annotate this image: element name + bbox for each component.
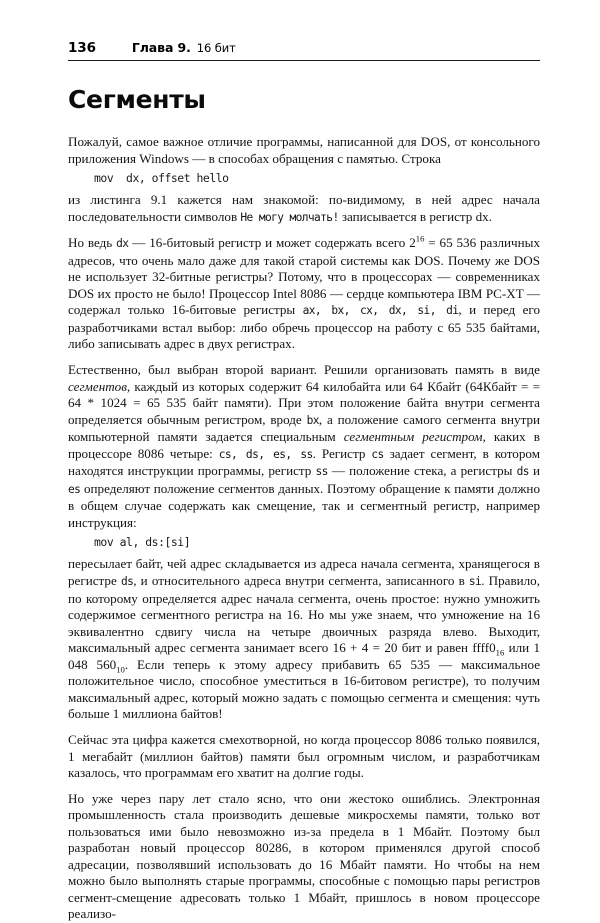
paragraph-address-calculation <box>68 556 540 722</box>
paragraph-80286 <box>68 791 540 923</box>
inline-code-register-bx: bx <box>306 413 319 427</box>
code-block-mov-dx: mov dx, offset hello <box>94 171 229 186</box>
running-head <box>68 0 540 56</box>
inline-code-register-list: ax, bx, cx, dx, si, di <box>302 304 459 318</box>
paragraph-text-part: — положение стека, а регистры <box>327 463 517 479</box>
paragraph-text-part: — 16-битовый регистр и может содержать всего 2 <box>128 235 416 251</box>
paragraph-text-part: Но ведь <box>68 235 117 251</box>
emphasis-segmentov: сегментов <box>68 378 127 394</box>
paragraph-text-part: или 1 048 560 <box>68 640 540 672</box>
chapter-title: 16 бит <box>196 41 236 55</box>
inline-code-register-ss: ss <box>315 465 328 479</box>
page-number: 136 <box>68 40 96 56</box>
emphasis-segment-register: сегментным регистром <box>343 429 483 445</box>
inline-code-register-cs: cs <box>371 447 384 461</box>
hex-base-subscript: 16 <box>495 647 505 658</box>
inline-code-register-es: es <box>68 482 81 496</box>
paragraph-text-part: , каких в процессоре 8086 четыре: <box>68 429 540 461</box>
paragraph-intro <box>68 134 540 167</box>
paragraph-megabyte-history <box>68 732 540 782</box>
paragraph-listing-reference <box>68 192 540 226</box>
decimal-base-subscript: 10 <box>116 664 125 675</box>
paragraph-text: Сейчас эта цифра кажется смехотворной, но когда процессор 8086 только появился, 1 мегабайт (миллион байтов) памяти был огромным числом, и разработчикам казалось, что программам его хватит на долгие годы. <box>68 731 540 781</box>
inline-code-register-ds: ds <box>516 465 529 479</box>
inline-code-register-dx: dx <box>116 237 129 251</box>
inline-code-string: Не могу молчать! <box>240 210 339 224</box>
paragraph-text-part: Естественно, был выбран второй вариант. Решили организовать память в виде <box>68 362 540 378</box>
page-content-column <box>68 0 540 923</box>
paragraph-text-part: записывается в регистр dx. <box>338 208 492 224</box>
paragraph-text-part: , и относительного адреса внутри сегмента, записанного в <box>133 573 469 589</box>
paragraph-segments-explanation <box>68 362 540 531</box>
running-head-rule <box>68 60 540 61</box>
paragraph-text-part: пересылает байт, чей адрес складывается из адреса начала сегмента, хранящегося в регистре <box>68 556 540 589</box>
paragraph-text-part: , и перед его разработчиками встал выбор: либо обречь процессор на работу с 65 535 байтами, либо записывать адрес в двух регистрах. <box>68 302 541 352</box>
inline-code-register-ds: ds <box>120 575 134 589</box>
paragraph-text-part: . Регистр <box>312 445 372 461</box>
page-title: Сегменты <box>68 85 206 114</box>
chapter-label: Глава 9. <box>131 40 191 55</box>
paragraph-text: Пожалуй, самое важное отличие программы, написанной для DOS, от консольного приложения Windows — в способах обращения с памятью. Строка <box>68 134 540 166</box>
paragraph-text-part: . Правило, по которому определяется адрес начала сегмента, очень простое: нужно умножить содержимое сегментного регистра на 16. Но мы уже знаем, что умножение на 16 эквивалентно сдвигу числа на четыре двоичных разряда влево. Выходит, максимальный адрес сегмента занимает всего 16 + 4 = 20 бит и равен <box>68 573 540 656</box>
paragraph-text-part: определяют положение сегментов данных. Поэтому обращение к памяти должно в общем случае содержать как смещение, так и сегментный регистр, например инструкция: <box>68 480 540 530</box>
paragraph-text: Но уже через пару лет стало ясно, что они жестоко ошиблись. Электронная промышленность стала производить дешевые микросхемы памяти, только вот пользоваться ими было невозможно из-за предела в 1 Мбайт. Поэтому был разработан новый процессор 80286, в котором применялся другой способ адресации, позволявший использовать до 16 Мбайт памяти. Но чтобы на нем можно было выполнять старые программы, способные с помощью пары регистров сегмент-смещение адресовать только 1 Мбайт, пришлось в новом процессоре реализо- <box>68 790 540 922</box>
inline-code-segment-registers: cs, ds, es, ss <box>218 447 313 461</box>
paragraph-16bit-registers <box>68 235 540 353</box>
paragraph-text-part: и <box>528 463 540 479</box>
exponent-16: 16 <box>415 233 425 244</box>
inline-code-register-si: si <box>468 575 482 589</box>
paragraph-text-part: , а положение самого сегмента внутри компьютерной памяти задается специальным <box>68 411 541 445</box>
paragraph-text-part: = 65 536 различных адресов, что очень мало даже для такой старой системы как DOS. Почему же DOS не использует 32-битные регистры? Потому, что в процессорах — современниках DOS их просто не было! Процессор Intel 8086 — сердце компьютера IBM PC-XT — содержал только 16-битовые регистры <box>68 235 540 318</box>
paragraph-text-part: задает сегмент, в котором находятся инструкции программы, регистр <box>68 445 540 479</box>
hex-value: ffff0 <box>472 640 496 656</box>
paragraph-text-part: . Если теперь к этому адресу прибавить 65 535 — максимальное положительное число, способное уместиться в 16-битовом регистре), то получим максимальный адрес, который можно задать с помощью сегмента и смещения: чуть больше 1 миллиона байтов! <box>68 656 541 722</box>
code-block-mov-al: mov al, ds:[si] <box>94 535 191 550</box>
paragraph-text-part: , каждый из которых содержит 64 килобайта или 64 Кбайт (64Кбайт = = 64 * 1024 = 65 535 байт памяти). При этом положение байта внутри сегмента определяется обычным регистром, вроде <box>68 378 540 427</box>
paragraph-text-part: из листинга 9.1 кажется нам знакомой: по-видимому, в ней адрес начала последовательности символов <box>68 192 540 224</box>
